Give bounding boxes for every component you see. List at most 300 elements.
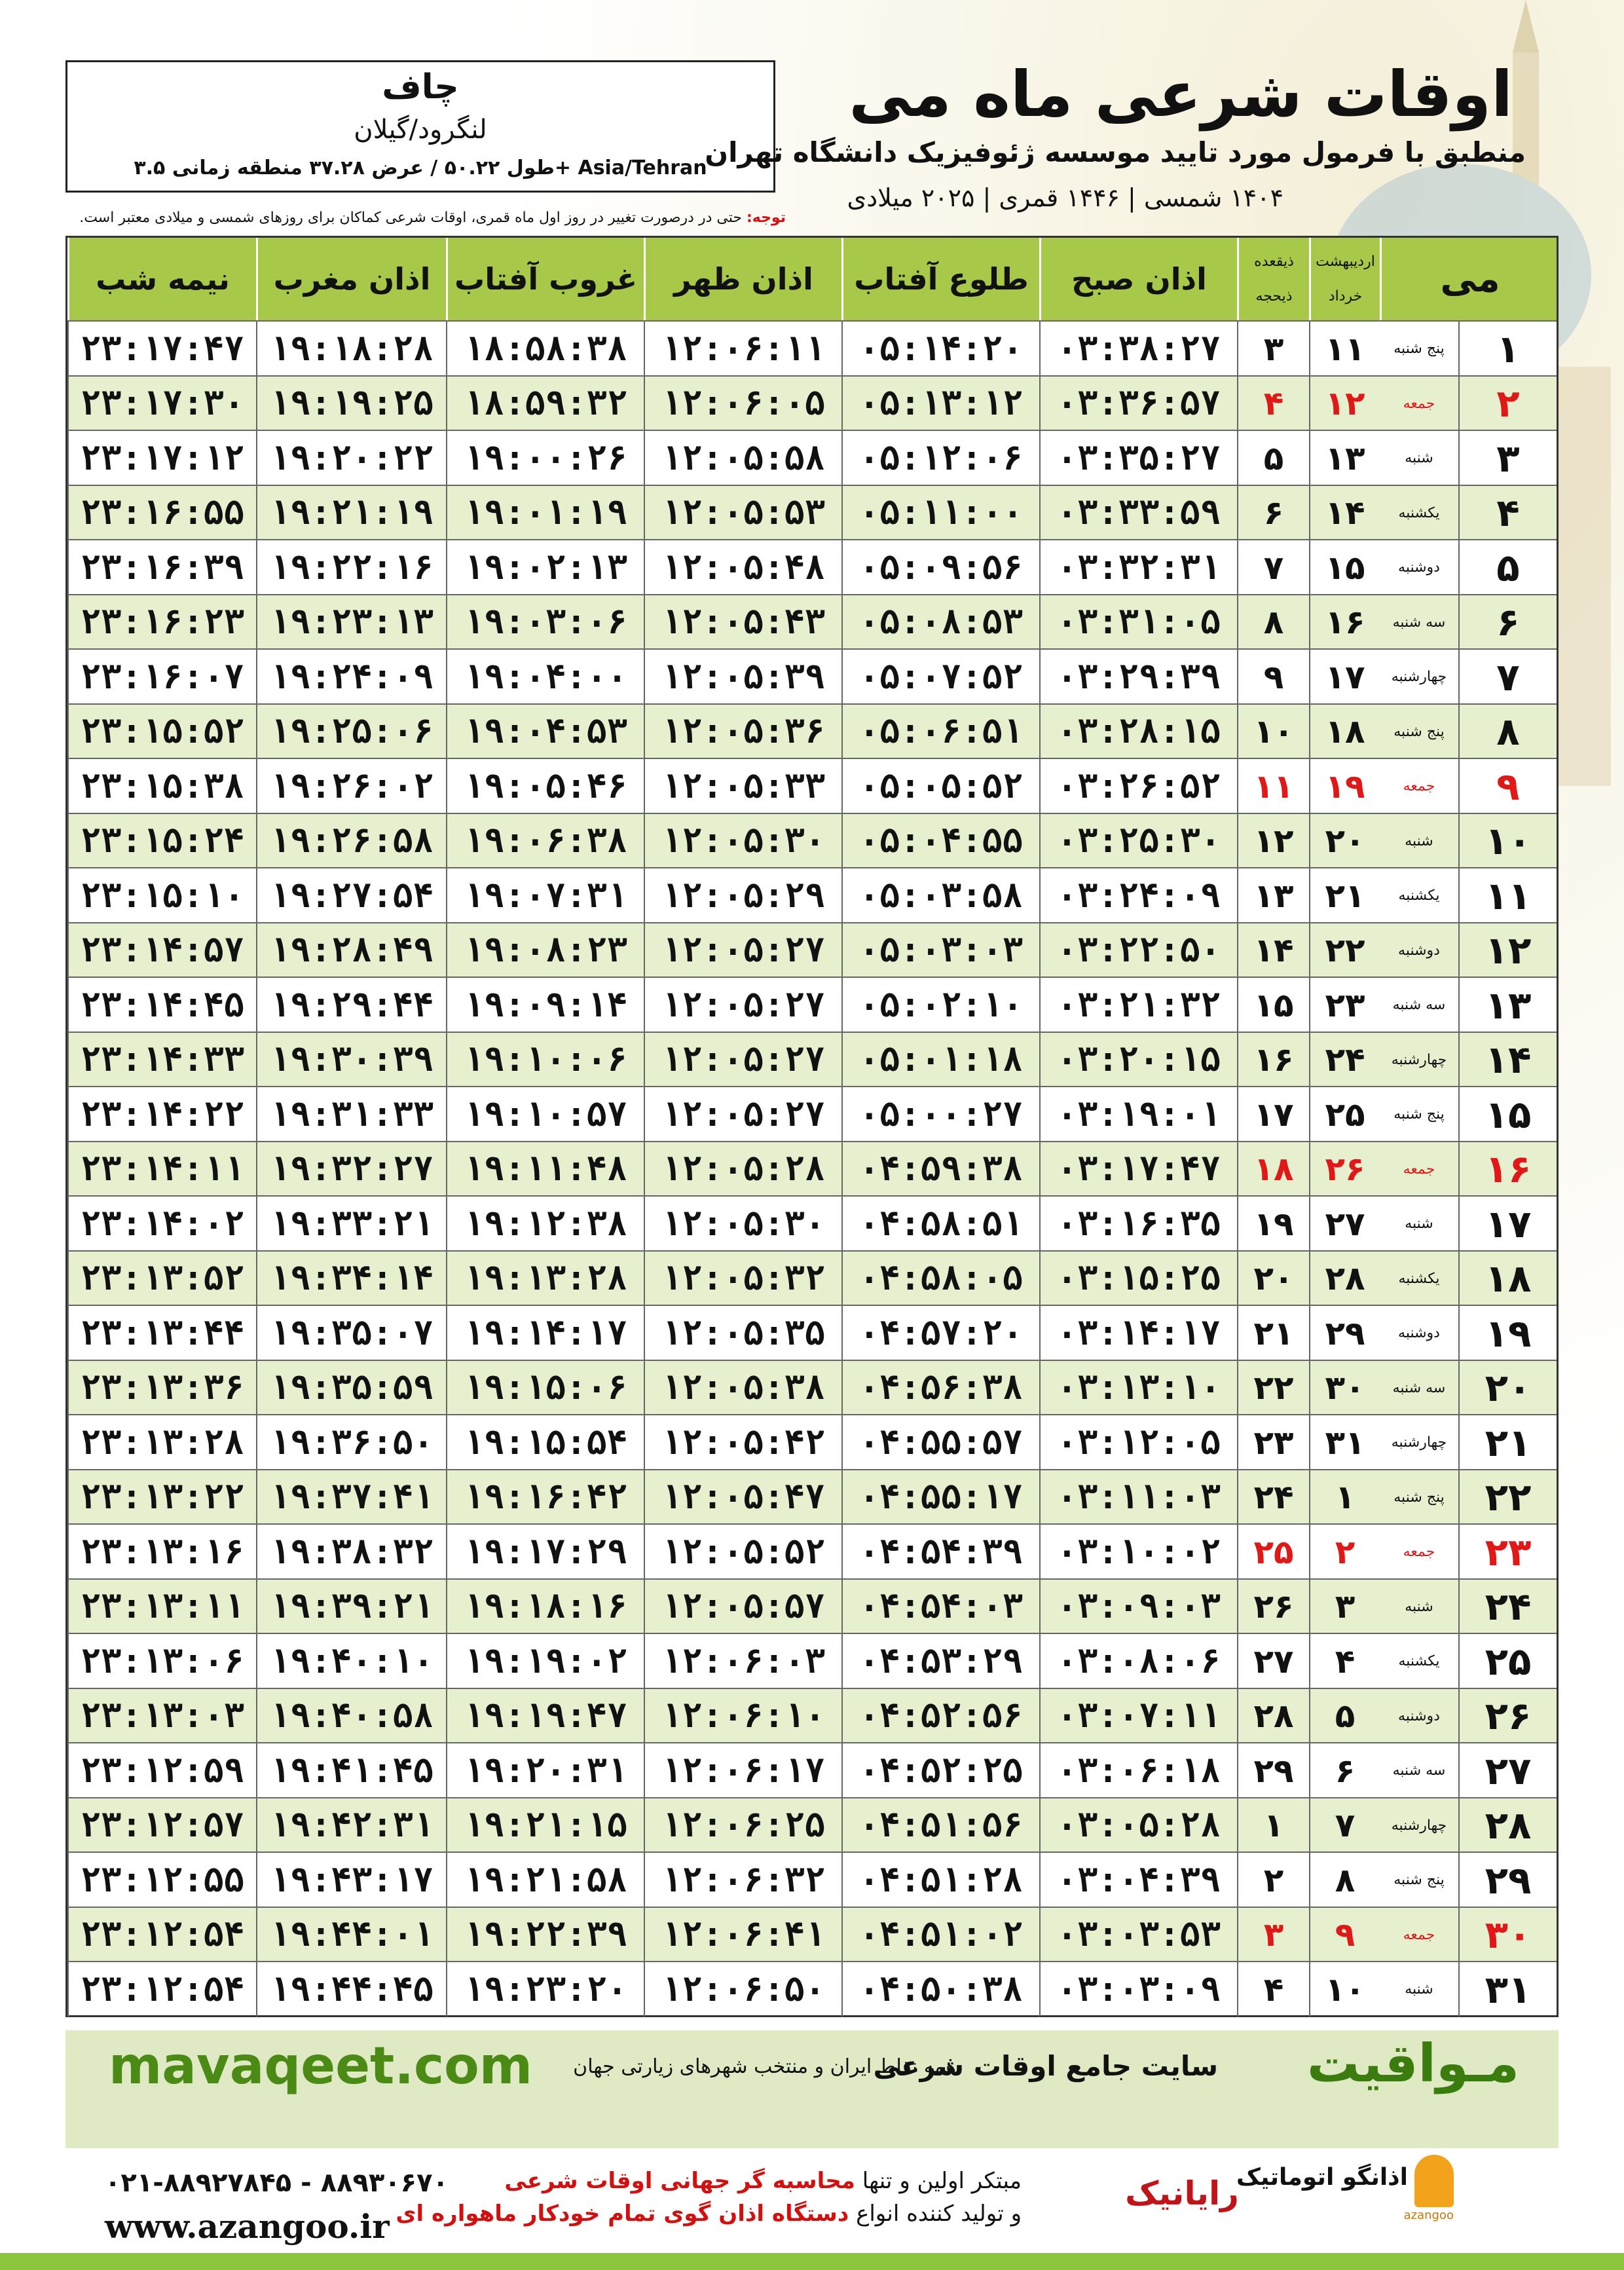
cell-weekday: چهارشنبه [1391,669,1447,685]
cell-sunrise: ۰۴:۵۳:۲۹ [841,1634,1039,1688]
cell-gregorian-day: ۱۲ [1458,923,1557,978]
contact-website[interactable]: www.azangoo.ir [105,2207,390,2246]
table-header [67,238,1557,320]
cell-weekday: یکشنبه [1398,1270,1440,1287]
table-row [67,1414,1557,1470]
location-coordinates: طول ۵۰.۲۲ / عرض ۳۷.۲۸ منطقه زمانی ۳.۵+ Asia/Tehran [134,157,707,179]
cell-sunrise: ۰۵:۰۶:۵۱ [841,705,1039,759]
cell-midnight: ۲۳:۱۲:۵۴ [67,1962,256,2017]
cell-dhuhr: ۱۲:۰۵:۲۸ [644,1142,841,1197]
cell-midnight: ۲۳:۱۷:۱۲ [67,431,256,485]
cell-sunrise: ۰۴:۵۴:۳۹ [841,1525,1039,1579]
table-row [67,922,1557,978]
cell-shamsi-day: ۱۱ [1309,322,1380,376]
cell-gregorian-day: ۷ [1458,650,1557,704]
cell-hijri-day: ۱۴ [1237,923,1309,978]
table-row [67,813,1557,868]
cell-fajr: ۰۳:۲۹:۳۹ [1039,650,1237,704]
cell-hijri-day: ۱۷ [1237,1087,1309,1142]
cell-shamsi-day: ۲۶ [1309,1142,1380,1197]
cell-gregorian-day: ۲۱ [1458,1415,1557,1470]
cell-hijri-day: ۴ [1237,377,1309,431]
cell-fajr: ۰۳:۳۸:۲۷ [1039,322,1237,376]
table-row [67,1961,1557,2017]
cell-midnight: ۲۳:۱۳:۲۸ [67,1415,256,1470]
cell-gregorian-day: ۱۶ [1458,1142,1557,1197]
cell-dhuhr: ۱۲:۰۵:۴۳ [644,595,841,650]
cell-dhuhr: ۱۲:۰۶:۰۳ [644,1634,841,1688]
cell-fajr: ۰۳:۳۵:۲۷ [1039,431,1237,485]
cell-sunset: ۱۹:۱۲:۳۸ [446,1197,644,1251]
cell-maghrib: ۱۹:۲۳:۱۳ [256,595,446,650]
cell-shamsi-day: ۲۷ [1309,1197,1380,1251]
cell-gregorian-day: ۱۹ [1458,1306,1557,1360]
cell-sunset: ۱۹:۰۸:۲۳ [446,923,644,978]
cell-gregorian-day: ۲۲ [1458,1470,1557,1525]
cell-maghrib: ۱۹:۳۰:۳۹ [256,1033,446,1087]
table-row [67,1797,1557,1853]
cell-sunrise: ۰۵:۰۰:۲۷ [841,1087,1039,1142]
cell-shamsi-day: ۱۷ [1309,650,1380,704]
cell-hijri-day: ۲۰ [1237,1252,1309,1306]
cell-maghrib: ۱۹:۲۱:۱۹ [256,486,446,540]
cell-hijri-day: ۱۵ [1237,978,1309,1032]
azangoo-logo [1236,2155,1454,2227]
cell-maghrib: ۱۹:۲۲:۱۶ [256,540,446,595]
cell-gregorian-day: ۹ [1458,759,1557,813]
cell-shamsi-day: ۲ [1309,1525,1380,1579]
cell-hijri-day: ۷ [1237,540,1309,595]
azangoo-logo-icon [1414,2155,1454,2207]
cell-sunset: ۱۹:۰۰:۲۶ [446,431,644,485]
cell-hijri-day: ۹ [1237,650,1309,704]
cell-sunrise: ۰۵:۰۵:۵۲ [841,759,1039,813]
cell-hijri-day: ۲۱ [1237,1306,1309,1360]
cell-sunset: ۱۹:۲۲:۳۹ [446,1908,644,1962]
cell-fajr: ۰۳:۰۹:۰۳ [1039,1580,1237,1634]
cell-maghrib: ۱۹:۳۷:۴۱ [256,1470,446,1525]
cell-midnight: ۲۳:۱۳:۰۶ [67,1634,256,1688]
cell-sunrise: ۰۴:۵۰:۳۸ [841,1962,1039,2017]
cell-sunrise: ۰۴:۵۲:۲۵ [841,1743,1039,1798]
cell-sunset: ۱۹:۱۴:۱۷ [446,1306,644,1360]
cell-sunrise: ۰۴:۵۹:۳۸ [841,1142,1039,1197]
cell-sunset: ۱۹:۱۳:۲۸ [446,1252,644,1306]
cell-dhuhr: ۱۲:۰۵:۳۸ [644,1361,841,1415]
cell-shamsi-day: ۳۱ [1309,1415,1380,1470]
cell-gregorian-day: ۲۰ [1458,1361,1557,1415]
cell-midnight: ۲۳:۱۵:۲۴ [67,814,256,868]
cell-midnight: ۲۳:۱۳:۴۴ [67,1306,256,1360]
cell-gregorian-day: ۱۷ [1458,1197,1557,1251]
cell-fajr: ۰۳:۰۳:۵۳ [1039,1908,1237,1962]
cell-gregorian-day: ۶ [1458,595,1557,650]
cell-maghrib: ۱۹:۳۵:۰۷ [256,1306,446,1360]
raynik-logo [1107,2161,1257,2227]
azangoo-logo-sub: azangoo [1403,2208,1454,2222]
table-row [67,703,1557,759]
cell-dhuhr: ۱۲:۰۵:۲۷ [644,1033,841,1087]
cell-shamsi-day: ۱ [1309,1470,1380,1525]
cell-dhuhr: ۱۲:۰۵:۴۷ [644,1470,841,1525]
cell-fajr: ۰۳:۲۵:۳۰ [1039,814,1237,868]
cell-maghrib: ۱۹:۱۸:۲۸ [256,322,446,376]
cell-dhuhr: ۱۲:۰۶:۳۲ [644,1853,841,1907]
cell-sunset: ۱۹:۲۱:۵۸ [446,1853,644,1907]
cell-midnight: ۲۳:۱۳:۱۱ [67,1580,256,1634]
cell-midnight: ۲۳:۱۴:۴۵ [67,978,256,1032]
cell-sunrise: ۰۵:۱۳:۱۲ [841,377,1039,431]
cell-fajr: ۰۳:۱۰:۰۲ [1039,1525,1237,1579]
cell-sunrise: ۰۴:۵۵:۱۷ [841,1470,1039,1525]
cell-sunrise: ۰۴:۵۲:۵۶ [841,1689,1039,1743]
cell-sunset: ۱۹:۱۵:۵۴ [446,1415,644,1470]
cell-gregorian-day: ۸ [1458,705,1557,759]
cell-maghrib: ۱۹:۴۴:۴۵ [256,1962,446,2017]
cell-sunset: ۱۹:۱۰:۵۷ [446,1087,644,1142]
contact-phone: ۰۲۱-۸۸۹۲۷۸۴۵ - ۸۸۹۳۰۶۷۰ [105,2168,449,2198]
cell-shamsi-day: ۱۸ [1309,705,1380,759]
cell-fajr: ۰۳:۳۶:۵۷ [1039,377,1237,431]
cell-gregorian-day: ۵ [1458,540,1557,595]
cell-shamsi-day: ۱۲ [1309,377,1380,431]
cell-hijri-day: ۳ [1237,322,1309,376]
cell-fajr: ۰۳:۱۲:۰۵ [1039,1415,1237,1470]
cell-shamsi-day: ۵ [1309,1689,1380,1743]
cell-sunset: ۱۹:۰۵:۴۶ [446,759,644,813]
cell-maghrib: ۱۹:۴۰:۱۰ [256,1634,446,1688]
cell-fajr: ۰۳:۳۳:۵۹ [1039,486,1237,540]
cell-sunrise: ۰۴:۵۷:۲۰ [841,1306,1039,1360]
cell-midnight: ۲۳:۱۲:۵۵ [67,1853,256,1907]
cell-weekday: سه شنبه [1392,614,1446,631]
cell-fajr: ۰۳:۲۴:۰۹ [1039,868,1237,923]
prayer-times-table [65,236,1559,2017]
cell-dhuhr: ۱۲:۰۵:۳۲ [644,1252,841,1306]
cell-fajr: ۰۳:۲۱:۳۲ [1039,978,1237,1032]
table-row [67,1742,1557,1798]
cell-dhuhr: ۱۲:۰۵:۲۷ [644,1087,841,1142]
cell-gregorian-day: ۲۹ [1458,1853,1557,1907]
cell-gregorian-day: ۳ [1458,431,1557,485]
cell-sunrise: ۰۵:۱۱:۰۰ [841,486,1039,540]
cell-fajr: ۰۳:۳۱:۰۵ [1039,595,1237,650]
cell-dhuhr: ۱۲:۰۵:۲۹ [644,868,841,923]
table-row [67,1305,1557,1360]
cell-maghrib: ۱۹:۳۳:۲۱ [256,1197,446,1251]
cell-maghrib: ۱۹:۳۱:۳۳ [256,1087,446,1142]
cell-shamsi-day: ۲۸ [1309,1252,1380,1306]
cell-hijri-day: ۲ [1237,1853,1309,1907]
brand-logo-text: مـواقیت [1306,2033,1519,2094]
cell-hijri-day: ۱۹ [1237,1197,1309,1251]
cell-dhuhr: ۱۲:۰۵:۵۷ [644,1580,841,1634]
cell-gregorian-day: ۱۸ [1458,1252,1557,1306]
cell-gregorian-day: ۱۱ [1458,868,1557,923]
cell-gregorian-day: ۱۳ [1458,978,1557,1032]
cell-gregorian-day: ۲۵ [1458,1634,1557,1688]
cell-hijri-day: ۲۴ [1237,1470,1309,1525]
cell-fajr: ۰۳:۱۱:۰۳ [1039,1470,1237,1525]
cell-maghrib: ۱۹:۴۳:۱۷ [256,1853,446,1907]
cell-hijri-day: ۲۷ [1237,1634,1309,1688]
header-sunrise: طلوع آفتاب [841,238,1039,320]
cell-midnight: ۲۳:۱۴:۱۱ [67,1142,256,1197]
cell-dhuhr: ۱۲:۰۶:۱۷ [644,1743,841,1798]
cell-weekday: جمعه [1403,395,1435,412]
cell-fajr: ۰۳:۰۶:۱۸ [1039,1743,1237,1798]
cell-midnight: ۲۳:۱۳:۲۲ [67,1470,256,1525]
cell-shamsi-day: ۹ [1309,1908,1380,1962]
raynik-logo-text: رایانیک [1125,2174,1239,2212]
cell-maghrib: ۱۹:۲۶:۵۸ [256,814,446,868]
cell-sunset: ۱۹:۲۱:۱۵ [446,1798,644,1853]
header-sunset: غروب آفتاب [446,238,644,320]
cell-maghrib: ۱۹:۴۰:۵۸ [256,1689,446,1743]
cell-sunrise: ۰۴:۵۱:۵۶ [841,1798,1039,1853]
cell-gregorian-day: ۱۰ [1458,814,1557,868]
table-row [67,1523,1557,1579]
cell-midnight: ۲۳:۱۲:۵۴ [67,1908,256,1962]
cell-shamsi-day: ۳۰ [1309,1361,1380,1415]
table-row [67,758,1557,813]
cell-gregorian-day: ۱۵ [1458,1087,1557,1142]
table-row [67,320,1557,376]
cell-sunset: ۱۹:۱۸:۱۶ [446,1580,644,1634]
cell-midnight: ۲۳:۱۳:۳۶ [67,1361,256,1415]
cell-weekday: سه شنبه [1392,997,1446,1013]
cell-weekday: یکشنبه [1398,887,1440,904]
cell-weekday: پنج شنبه [1393,1106,1445,1123]
cell-midnight: ۲۳:۱۳:۰۳ [67,1689,256,1743]
cell-fajr: ۰۳:۱۵:۲۵ [1039,1252,1237,1306]
brand-tagline: سایت جامع اوقات شرعی [873,2050,1218,2082]
cell-gregorian-day: ۳۱ [1458,1962,1557,2017]
cell-dhuhr: ۱۲:۰۶:۱۰ [644,1689,841,1743]
cell-hijri-day: ۱۲ [1237,814,1309,868]
cell-sunrise: ۰۵:۱۴:۲۰ [841,322,1039,376]
cell-gregorian-day: ۲۴ [1458,1580,1557,1634]
header-dhulhijjah: ذیحجه [1255,288,1293,305]
cell-hijri-day: ۲۸ [1237,1689,1309,1743]
cell-midnight: ۲۳:۱۶:۵۵ [67,486,256,540]
table-row [67,485,1557,540]
cell-hijri-day: ۱۱ [1237,759,1309,813]
cell-shamsi-day: ۱۵ [1309,540,1380,595]
cell-gregorian-day: ۴ [1458,486,1557,540]
cell-fajr: ۰۳:۱۶:۳۵ [1039,1197,1237,1251]
brand-tagline-2: همه نقاط ایران و منتخب شهرهای زیارتی جهان [573,2055,956,2078]
cell-shamsi-day: ۱۴ [1309,486,1380,540]
cell-maghrib: ۱۹:۲۵:۰۶ [256,705,446,759]
cell-weekday: پنج شنبه [1393,723,1445,740]
cell-sunrise: ۰۵:۰۷:۵۲ [841,650,1039,704]
cell-weekday: یکشنبه [1398,1653,1440,1669]
cell-shamsi-day: ۱۰ [1309,1962,1380,2017]
cell-sunset: ۱۹:۲۰:۳۱ [446,1743,644,1798]
table-row [67,1195,1557,1251]
cell-dhuhr: ۱۲:۰۵:۳۳ [644,759,841,813]
site-banner [65,2030,1559,2148]
cell-sunrise: ۰۴:۵۸:۰۵ [841,1252,1039,1306]
cell-maghrib: ۱۹:۳۲:۲۷ [256,1142,446,1197]
cell-sunrise: ۰۴:۵۵:۵۷ [841,1415,1039,1470]
cell-midnight: ۲۳:۱۴:۲۲ [67,1087,256,1142]
cell-sunset: ۱۸:۵۸:۳۸ [446,322,644,376]
cell-sunrise: ۰۵:۰۱:۱۸ [841,1033,1039,1087]
table-row [67,977,1557,1032]
cell-maghrib: ۱۹:۴۲:۳۱ [256,1798,446,1853]
cell-shamsi-day: ۶ [1309,1743,1380,1798]
cell-midnight: ۲۳:۱۶:۲۳ [67,595,256,650]
cell-maghrib: ۱۹:۲۴:۰۹ [256,650,446,704]
cell-sunset: ۱۹:۱۹:۰۲ [446,1634,644,1688]
cell-weekday: شنبه [1405,832,1433,849]
table-row [67,594,1557,650]
cell-maghrib: ۱۹:۱۹:۲۵ [256,377,446,431]
cell-weekday: جمعه [1403,1161,1435,1178]
cell-fajr: ۰۳:۱۹:۰۱ [1039,1087,1237,1142]
cell-sunset: ۱۹:۰۷:۳۱ [446,868,644,923]
site-url[interactable]: mavaqeet.com [109,2037,533,2096]
cell-shamsi-day: ۳ [1309,1580,1380,1634]
note [79,210,786,226]
cell-hijri-day: ۲۶ [1237,1580,1309,1634]
cell-hijri-day: ۱ [1237,1798,1309,1853]
page-subtitle: منطبق با فرمول مورد تایید موسسه ژئوفیزیک دانشگاه تهران [705,136,1526,168]
cell-sunrise: ۰۵:۰۳:۰۳ [841,923,1039,978]
cell-shamsi-day: ۱۹ [1309,759,1380,813]
table-row [67,1469,1557,1525]
cell-gregorian-day: ۲۸ [1458,1798,1557,1853]
table-row [67,430,1557,485]
table-row [67,1851,1557,1907]
footer-line-2-a: و تولید کننده انواع [856,2201,1022,2227]
cell-sunset: ۱۹:۱۰:۰۶ [446,1033,644,1087]
cell-maghrib: ۱۹:۲۸:۴۹ [256,923,446,978]
cell-shamsi-day: ۸ [1309,1853,1380,1907]
cell-midnight: ۲۳:۱۲:۵۷ [67,1798,256,1853]
table-row [67,375,1557,431]
cell-weekday: پنج شنبه [1393,1489,1445,1506]
table-row [67,1578,1557,1634]
cell-weekday: پنج شنبه [1393,341,1445,357]
cell-midnight: ۲۳:۱۷:۳۰ [67,377,256,431]
cell-weekday: چهارشنبه [1391,1434,1447,1451]
cell-sunrise: ۰۴:۵۱:۲۸ [841,1853,1039,1907]
cell-fajr: ۰۳:۲۶:۵۲ [1039,759,1237,813]
cell-maghrib: ۱۹:۴۱:۴۵ [256,1743,446,1798]
cell-weekday: پنج شنبه [1393,1872,1445,1888]
cell-fajr: ۰۳:۰۷:۱۱ [1039,1689,1237,1743]
cell-sunrise: ۰۴:۵۶:۳۸ [841,1361,1039,1415]
table-row [67,1907,1557,1962]
cell-gregorian-day: ۱ [1458,322,1557,376]
footer-line-1-a: مبتکر اولین و تنها [862,2168,1022,2194]
table-row [67,1360,1557,1415]
header-month: می [1380,238,1559,320]
cell-sunset: ۱۹:۰۹:۱۴ [446,978,644,1032]
cell-gregorian-day: ۲ [1458,377,1557,431]
cell-shamsi-day: ۱۳ [1309,431,1380,485]
cell-midnight: ۲۳:۱۶:۰۷ [67,650,256,704]
cell-midnight: ۲۳:۱۴:۰۲ [67,1197,256,1251]
cell-dhuhr: ۱۲:۰۵:۲۷ [644,923,841,978]
cell-dhuhr: ۱۲:۰۵:۵۲ [644,1525,841,1579]
table-row [67,1688,1557,1743]
header-hijri [1237,238,1309,320]
cell-sunset: ۱۹:۱۵:۰۶ [446,1361,644,1415]
cell-weekday: شنبه [1405,1598,1433,1615]
cell-sunset: ۱۹:۲۳:۲۰ [446,1962,644,2017]
cell-sunrise: ۰۵:۱۲:۰۶ [841,431,1039,485]
cell-maghrib: ۱۹:۳۶:۵۰ [256,1415,446,1470]
table-row [67,1633,1557,1688]
cell-sunset: ۱۹:۱۱:۴۸ [446,1142,644,1197]
cell-shamsi-day: ۲۵ [1309,1087,1380,1142]
cell-sunrise: ۰۴:۵۴:۰۳ [841,1580,1039,1634]
cell-hijri-day: ۶ [1237,486,1309,540]
cell-weekday: دوشنبه [1398,942,1440,959]
header-dhulqadah: ذیقعده [1254,253,1294,270]
cell-weekday: شنبه [1405,1216,1433,1232]
cell-midnight: ۲۳:۱۴:۵۷ [67,923,256,978]
cell-hijri-day: ۳ [1237,1908,1309,1962]
cell-dhuhr: ۱۲:۰۵:۳۰ [644,814,841,868]
cell-dhuhr: ۱۲:۰۵:۲۷ [644,978,841,1032]
cell-dhuhr: ۱۲:۰۶:۵۰ [644,1962,841,2017]
header-fajr: اذان صبح [1039,238,1237,320]
table-row [67,648,1557,704]
cell-sunset: ۱۹:۰۲:۱۳ [446,540,644,595]
cell-midnight: ۲۳:۱۵:۳۸ [67,759,256,813]
cell-hijri-day: ۴ [1237,1962,1309,2017]
cell-shamsi-day: ۲۳ [1309,978,1380,1032]
cell-maghrib: ۱۹:۲۷:۵۴ [256,868,446,923]
cell-shamsi-day: ۲۲ [1309,923,1380,978]
footer-line-1-b: محاسبه گر جهانی اوقات شرعی [504,2168,855,2194]
cell-sunset: ۱۹:۰۳:۰۶ [446,595,644,650]
cell-hijri-day: ۲۲ [1237,1361,1309,1415]
header-maghrib: اذان مغرب [256,238,446,320]
cell-sunset: ۱۹:۱۹:۴۷ [446,1689,644,1743]
cell-weekday: سه شنبه [1392,1762,1446,1779]
table-row [67,539,1557,595]
cell-maghrib: ۱۹:۲۹:۴۴ [256,978,446,1032]
cell-fajr: ۰۳:۰۸:۰۶ [1039,1634,1237,1688]
cell-weekday: سه شنبه [1392,1379,1446,1396]
table-row [67,867,1557,923]
cell-hijri-day: ۱۶ [1237,1033,1309,1087]
cell-weekday: شنبه [1405,1981,1433,1998]
cell-fajr: ۰۳:۱۳:۱۰ [1039,1361,1237,1415]
cell-weekday: دوشنبه [1398,559,1440,576]
cell-sunset: ۱۸:۵۹:۳۲ [446,377,644,431]
location-city: چاف [382,67,459,107]
cell-maghrib: ۱۹:۴۴:۰۱ [256,1908,446,1962]
cell-dhuhr: ۱۲:۰۵:۵۸ [644,431,841,485]
cell-sunrise: ۰۵:۰۲:۱۰ [841,978,1039,1032]
table-row [67,1250,1557,1306]
cell-maghrib: ۱۹:۳۵:۵۹ [256,1361,446,1415]
cell-gregorian-day: ۲۶ [1458,1689,1557,1743]
cell-midnight: ۲۳:۱۳:۵۲ [67,1252,256,1306]
cell-midnight: ۲۳:۱۵:۵۲ [67,705,256,759]
cell-maghrib: ۱۹:۳۹:۲۱ [256,1580,446,1634]
cell-hijri-day: ۸ [1237,595,1309,650]
cell-sunset: ۱۹:۰۴:۵۳ [446,705,644,759]
cell-fajr: ۰۳:۳۲:۳۱ [1039,540,1237,595]
